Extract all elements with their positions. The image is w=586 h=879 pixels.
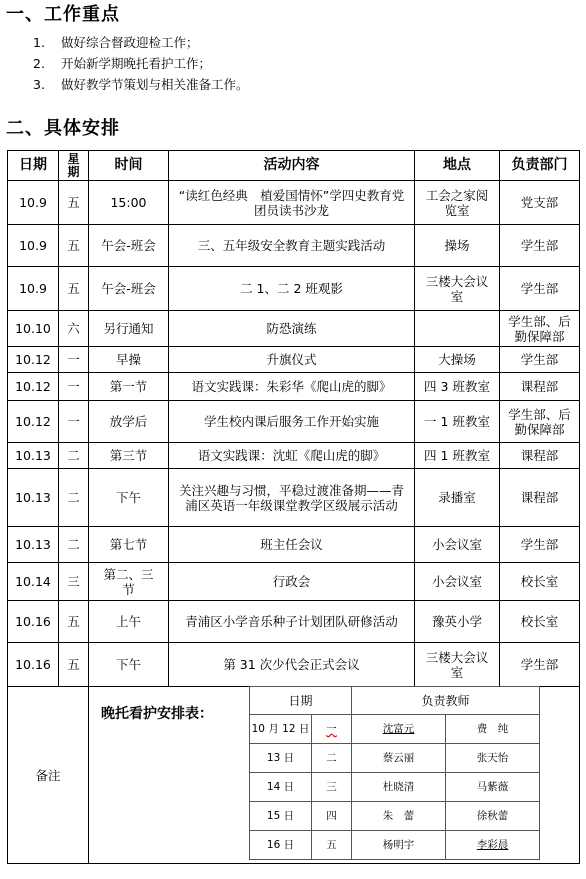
section1-title: 一、工作重点 xyxy=(6,4,120,25)
cell-dept: 党支部 xyxy=(500,181,580,225)
cell-activity: 语文实践课：朱彩华《爬山虎的脚》 xyxy=(169,373,415,401)
cell-activity: 升旗仪式 xyxy=(169,347,415,373)
cell-time: 下午 xyxy=(89,643,169,687)
cell-activity: 语文实践课：沈虹《爬山虎的脚》 xyxy=(169,443,415,469)
header-place: 地点 xyxy=(415,151,500,181)
cell-place: 三楼大会议室 xyxy=(415,643,500,687)
cell-weekday: 五 xyxy=(59,225,89,267)
cell-dept: 课程部 xyxy=(500,443,580,469)
cell-dept: 校长室 xyxy=(500,563,580,601)
goal-item xyxy=(33,33,199,51)
sub-header-date: 日期 xyxy=(250,687,352,715)
cell-dept: 学生部 xyxy=(500,527,580,563)
sub-cell-date: 13 日 xyxy=(250,744,312,773)
sub-cell-t2: 马紫薇 xyxy=(446,773,540,802)
cell-activity: 关注兴趣与习惯，平稳过渡准备期——青浦区英语一年级课堂教学区级展示活动 xyxy=(169,469,415,527)
sub-cell-weekday: 五 xyxy=(312,831,352,860)
cell-time: 另行通知 xyxy=(89,311,169,347)
cell-place: 操场 xyxy=(415,225,500,267)
cell-activity: “读红色经典 植爱国情怀”学四史教育党团员读书沙龙 xyxy=(169,181,415,225)
cell-date: 10.9 xyxy=(8,267,59,311)
cell-time: 上午 xyxy=(89,601,169,643)
cell-activity: 二 1、二 2 班观影 xyxy=(169,267,415,311)
cell-time: 15:00 xyxy=(89,181,169,225)
cell-date: 10.13 xyxy=(8,527,59,563)
sub-cell-date: 10 月 12 日 xyxy=(250,715,312,744)
cell-time: 第二、三节 xyxy=(89,563,169,601)
cell-time: 下午 xyxy=(89,469,169,527)
cell-activity: 班主任会议 xyxy=(169,527,415,563)
schedule-row xyxy=(8,443,580,469)
section2-title: 二、具体安排 xyxy=(6,118,120,139)
cell-date: 10.13 xyxy=(8,443,59,469)
sub-cell-weekday: 二 xyxy=(312,744,352,773)
cell-date: 10.12 xyxy=(8,347,59,373)
cell-weekday: 三 xyxy=(59,563,89,601)
sub-cell-t2: 李彩晨 xyxy=(446,831,540,860)
schedule-row xyxy=(8,401,580,443)
sub-cell-t2: 徐秋蕾 xyxy=(446,802,540,831)
cell-activity: 行政会 xyxy=(169,563,415,601)
schedule-row xyxy=(8,347,580,373)
sub-row xyxy=(250,773,540,802)
cell-date: 10.9 xyxy=(8,181,59,225)
cell-weekday: 一 xyxy=(59,401,89,443)
header-activity: 活动内容 xyxy=(169,151,415,181)
sub-cell-date: 14 日 xyxy=(250,773,312,802)
cell-dept: 学生部 xyxy=(500,225,580,267)
sub-header-teachers: 负责教师 xyxy=(352,687,540,715)
cell-activity: 青浦区小学音乐种子计划团队研修活动 xyxy=(169,601,415,643)
cell-place: 三楼大会议室 xyxy=(415,267,500,311)
sub-cell-t1: 杜晓清 xyxy=(352,773,446,802)
schedule-row xyxy=(8,469,580,527)
header-dept: 负责部门 xyxy=(500,151,580,181)
cell-time: 放学后 xyxy=(89,401,169,443)
cell-date: 10.16 xyxy=(8,643,59,687)
cell-weekday: 二 xyxy=(59,469,89,527)
goal-text: 做好教学节策划与相关准备工作。 xyxy=(61,77,249,92)
cell-dept: 学生部 xyxy=(500,643,580,687)
cell-date: 10.12 xyxy=(8,401,59,443)
schedule-row xyxy=(8,563,580,601)
cell-weekday: 五 xyxy=(59,267,89,311)
schedule-row xyxy=(8,643,580,687)
cell-date: 10.12 xyxy=(8,373,59,401)
schedule-row xyxy=(8,527,580,563)
schedule-row xyxy=(8,311,580,347)
header-weekday: 星期 xyxy=(59,151,89,181)
cell-place: 小会议室 xyxy=(415,527,500,563)
schedule-row xyxy=(8,601,580,643)
schedule-row xyxy=(8,267,580,311)
sub-cell-weekday: 三 xyxy=(312,773,352,802)
cell-dept: 学生部 xyxy=(500,267,580,311)
schedule-table xyxy=(7,150,580,864)
cell-time: 第一节 xyxy=(89,373,169,401)
sub-row xyxy=(250,831,540,860)
cell-place: 大操场 xyxy=(415,347,500,373)
cell-place: 录播室 xyxy=(415,469,500,527)
cell-place: 四 1 班教室 xyxy=(415,443,500,469)
cell-time: 第三节 xyxy=(89,443,169,469)
cell-date: 10.13 xyxy=(8,469,59,527)
header-date: 日期 xyxy=(8,151,59,181)
cell-dept: 学生部、后勤保障部 xyxy=(500,311,580,347)
sub-header-row xyxy=(250,687,540,715)
sub-cell-t2: 张天怡 xyxy=(446,744,540,773)
notes-title: 晚托看护安排表： xyxy=(101,706,213,722)
sub-row xyxy=(250,744,540,773)
sub-cell-t1: 朱 蕾 xyxy=(352,802,446,831)
sub-row xyxy=(250,715,540,744)
cell-weekday: 一 xyxy=(59,373,89,401)
goal-num: 2. xyxy=(33,56,45,71)
notes-row xyxy=(8,687,580,864)
cell-weekday: 五 xyxy=(59,181,89,225)
cell-date: 10.14 xyxy=(8,563,59,601)
goal-num: 3. xyxy=(33,77,45,92)
sub-cell-t1: 杨明宇 xyxy=(352,831,446,860)
schedule-row xyxy=(8,181,580,225)
cell-activity: 三、五年级安全教育主题实践活动 xyxy=(169,225,415,267)
sub-cell-weekday: 一 xyxy=(312,715,352,744)
header-time: 时间 xyxy=(89,151,169,181)
cell-dept: 学生部、后勤保障部 xyxy=(500,401,580,443)
cell-activity: 学生校内课后服务工作开始实施 xyxy=(169,401,415,443)
cell-place: 一 1 班教室 xyxy=(415,401,500,443)
cell-place: 四 3 班教室 xyxy=(415,373,500,401)
cell-date: 10.16 xyxy=(8,601,59,643)
cell-place xyxy=(415,311,500,347)
sub-cell-date: 16 日 xyxy=(250,831,312,860)
cell-weekday: 六 xyxy=(59,311,89,347)
goal-item xyxy=(33,54,211,72)
notes-cell xyxy=(89,687,580,864)
goal-text: 做好综合督政迎检工作； xyxy=(61,35,199,50)
cell-dept: 课程部 xyxy=(500,469,580,527)
cell-weekday: 五 xyxy=(59,601,89,643)
cell-date: 10.9 xyxy=(8,225,59,267)
sub-cell-t1: 沈富元 xyxy=(352,715,446,744)
sub-cell-weekday: 四 xyxy=(312,802,352,831)
schedule-row xyxy=(8,225,580,267)
cell-weekday: 二 xyxy=(59,527,89,563)
cell-time: 午会-班会 xyxy=(89,225,169,267)
cell-dept: 课程部 xyxy=(500,373,580,401)
cell-time: 早操 xyxy=(89,347,169,373)
sub-row xyxy=(250,802,540,831)
cell-weekday: 二 xyxy=(59,443,89,469)
goal-num: 1. xyxy=(33,35,45,50)
notes-label: 备注 xyxy=(8,687,89,864)
goal-text: 开始新学期晚托看护工作； xyxy=(61,56,212,71)
cell-activity: 第 31 次少代会正式会议 xyxy=(169,643,415,687)
cell-dept: 学生部 xyxy=(500,347,580,373)
cell-activity: 防恐演练 xyxy=(169,311,415,347)
cell-place: 豫英小学 xyxy=(415,601,500,643)
cell-weekday: 一 xyxy=(59,347,89,373)
cell-dept: 校长室 xyxy=(500,601,580,643)
cell-date: 10.10 xyxy=(8,311,59,347)
sub-cell-date: 15 日 xyxy=(250,802,312,831)
goal-item xyxy=(33,75,249,93)
cell-place: 小会议室 xyxy=(415,563,500,601)
schedule-row xyxy=(8,373,580,401)
cell-time: 午会-班会 xyxy=(89,267,169,311)
cell-place: 工会之家阅览室 xyxy=(415,181,500,225)
sub-cell-t1: 蔡云丽 xyxy=(352,744,446,773)
cell-time: 第七节 xyxy=(89,527,169,563)
cell-weekday: 五 xyxy=(59,643,89,687)
evening-care-table xyxy=(249,686,540,860)
sub-cell-t2: 费 纯 xyxy=(446,715,540,744)
header-row xyxy=(8,151,580,181)
